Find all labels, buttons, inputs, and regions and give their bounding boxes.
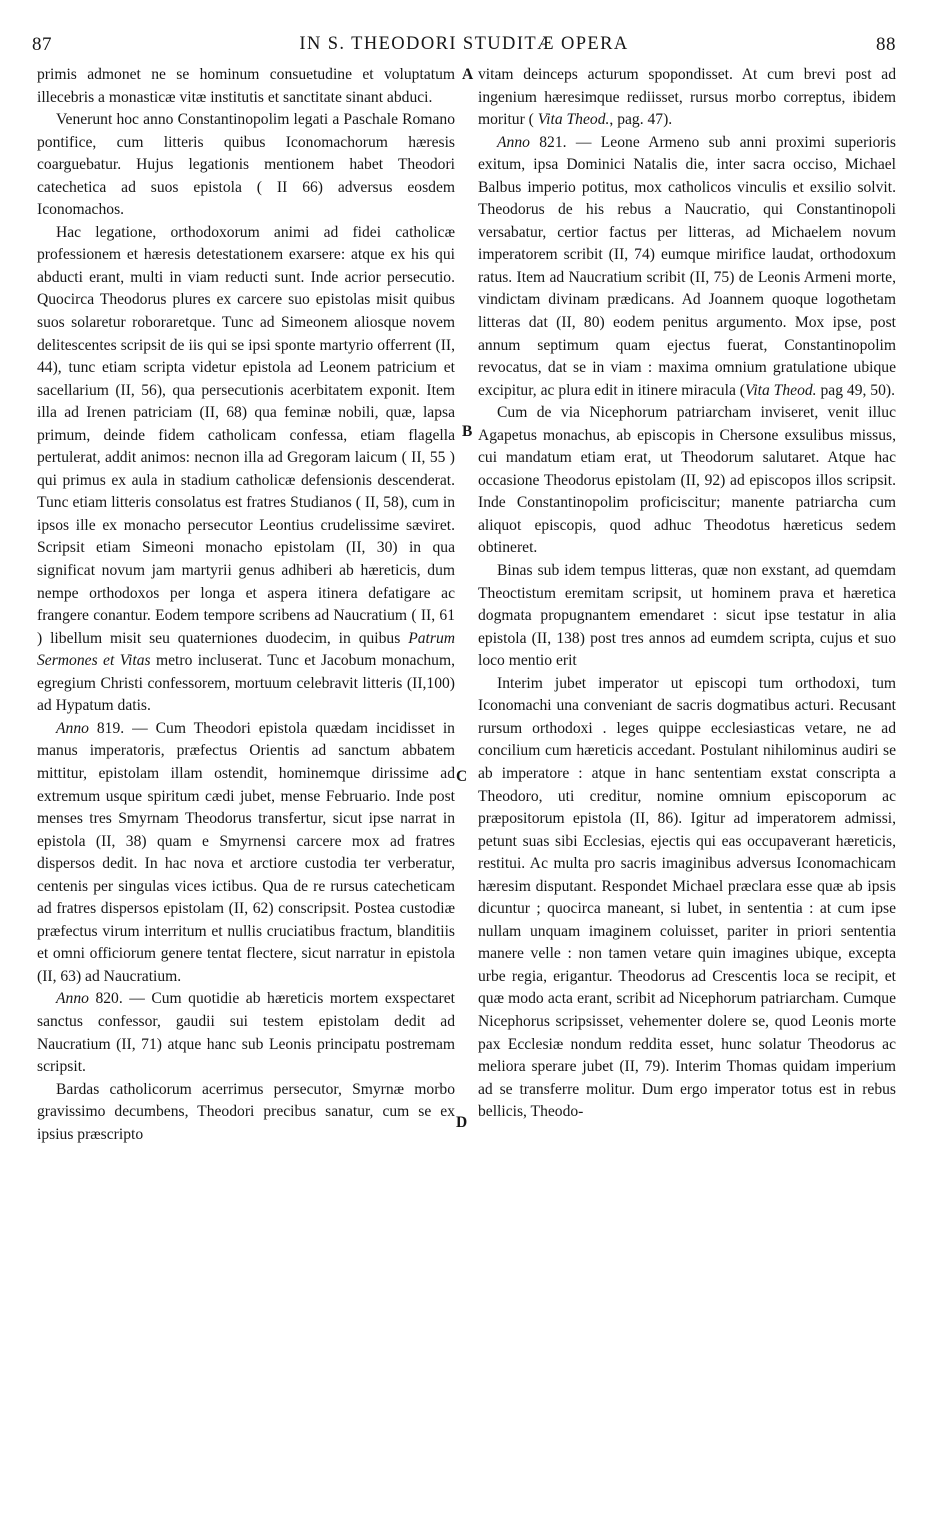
paragraph: Interim jubet imperator ut episcopi tum orthodoxi, tum Iconomachi una conveniant de sacris dogmatibus acturi. Recusant rursum orthodoxi . leges quippe ecclesiasticas vetare, ne ad concilium cum hæreticis accedant. Postulant nihilominus audiri se ab imperatore : atque in hanc sententiam exstat conscripta a Theodoro, uti creditur, nomine omnium episcoporum ac præpositorum epistola (II, 86). Igitur ad imperatorem admissi, petunt suas sibi Ecclesias, ejectis qui eas occupaverant hæreticis, restitui. Ac multa pro sacris imaginibus adversus Iconomachicam hæresim disputant. Respondet Michael præclara esse quæ ab ipsis dicuntur ; quocirca maneant, si lubet, in sententia : at cum ipse nullam unquam imaginem coluisset, pariter in priori sententia manere velle : non tamen vetare quin imagines ubique, excepta urbe regia, erigantur. Theodorus ad Crescentis loca se recipit, et quæ modo acta erant, scribit ad Nicephorum patriarcham. Cumque Nicephorus scripsisset, vehementer dolere se, quod Leonis morte pax Ecclesiæ nondum reddita esset, hunc solatur Theodorus ac meliora sperare jubet (II, 79). Interim Thomas quidam imperium ad se transferre molitur. Dum ergo imperator totus est in rebus bellicis, Theodo- [478, 674, 896, 1121]
page-number-left: 87 [32, 34, 52, 55]
paragraph [37, 222, 455, 718]
running-header [32, 34, 896, 60]
right-column [478, 64, 896, 1124]
italic-citation: Vita Theod. [537, 111, 610, 129]
paragraph-text: 820. — Cum quotidie ab hæreticis mortem exspectaret sanctus confessor, gaudii sui testem epistolam dedit ad Naucratium (II, 71) atque hanc sub Leonis principatu postremam scripsit. [37, 990, 455, 1076]
paragraph: Venerunt hoc anno Constantinopolim legati a Paschale Romano pontifice, cum litteris quibus Iconomachorum hæresis coarguebatur. Hujus legationis mentionem habet Theodori catechetica ad suos epistola ( II 66) adversus eosdem Iconomachos. [37, 111, 455, 219]
page-number-right: 88 [876, 34, 896, 55]
margin-marker-d: D [456, 1114, 468, 1131]
anno-label: Anno [56, 990, 89, 1008]
paragraph: Cum de via Nicephorum patriarcham inviseret, venit illuc Agapetus monachus, ab episcopis in Chersone exsulibus missus, cui mandatum etiam erat, ut Theodorum salutaret. Atque hac occasione Theodorus epistolam (II, 92) ad episcopos illos scripsit. Inde Constantinopolim proficiscitur; manente patriarcha cum aliquot episcopis, quod adhuc Theodotus hæreticus sedem obtineret. [478, 404, 896, 557]
paragraph-text: 821. — Leone Armeno sub anni proximi superioris exitum, ipsa Dominici Natalis die, inter sacra occiso, Michael Balbus imperio potitus, mox catholicos vinculis et exsilio solvit. Theodorus de his rebus a Naucratio, qui Constantinopoli versabatur, certior factus per litteras, ad Michaelem novum imperatorem scribit (II, 74) eumque mirifice laudat, orthodoxum ratus. Item ad Naucratium scribit (II, 75) de Leonis Armeni morte, vindictam divinam prædicans. Ad Joannem quoque logothetam litteras dat (II, 80) eodem penitus argumento. Mox ipse, post annum septimum quam ejectus fuerat, Constantinopolim revocatus, dat se in viam : maxima omnium gratulatione ubique excipitur, ac plura edit in itinere miracula ( [478, 133, 896, 399]
margin-marker-a: A [462, 66, 474, 83]
left-column [37, 64, 455, 1146]
paragraph: Bardas catholicorum acerrimus persecutor, Smyrnæ morbo gravissimo decumbens, Theodori precibus sanatur, cum se ex ipsius præscripto [37, 1080, 455, 1143]
paragraph-text: Hac legatione, orthodoxorum animi ad fidei catholicæ professionem et hæresis detestationem exarsere: atque ex his qui abducti erant, multi in viam reducti sunt. Inde acrior persecutio. Quocirca Theodorus plures ex carcere suo epistolas misit quibus suos solaretur roboraretque. Tunc ad Simeonem aliosque novem delitescentes scripsit de iis qui se ipsi sponte martyrio offerrent (II, 44), tunc etiam scripta videtur epistola ad Leonem patricium et sacellarium (II, 56), qua persecutionis acerbitatem exponit. Item illa ad Irenen patriciam (II, 68) qua feminæ nobili, quæ, lapsa primum, deinde fidem catholicam confessa, etiam flagella pertulerat, addit animos: necnon illa ad Gregoram laicum ( II, 55 ) qui primus ex aula in stadium catholicæ defensionis descenderat. Tunc etiam litteris consolatus est fratres Studianos ( II, 58), cum in ipsos ille ex monacho persecutor Leontius crudelissime sæviret. Scripsit etiam Simeoni monacho epistolam (II, 30) in qua significat novum jam martyrii genus adhiberi ab hæreticis, dum nempe orthodoxos per longa et aspera itinera defatigare ac frangere conantur. Eodem tempore scribens ad Naucratium ( II, 61 ) libellum misit seu quaterniones duodecim, in quibus [37, 223, 455, 647]
paragraph-text: metro incluserat. Tunc et Jacobum monachum, egregium Christi confessorem, mortuum celebravit litteris (II,100) ad Hypatum datis. [37, 652, 455, 715]
running-title: IN S. THEODORI STUDITÆ OPERA [299, 34, 629, 54]
anno-label: Anno [497, 133, 530, 151]
paragraph [478, 132, 896, 403]
anno-label: Anno [56, 719, 89, 737]
margin-marker-b: B [462, 423, 473, 440]
paragraph [37, 988, 455, 1078]
paragraph-text: vitam deinceps acturum spopondisset. At cum brevi post ad ingenium hæresimque rediisset, rursus morbo correptus, ibidem moritur ( [478, 66, 896, 129]
paragraph-text: 819. — Cum Theodori epistola quædam incidisset in manus imperatoris, præfectus Orientis ad sanctum abbatem mittitur, epistolam illam ostendit, hominemque dirissime ad extremum usque spiritum cædi jubet, mense Februario. Inde post menses tres Smyrnam Theodorus transfertur, sicut ipse narrat in epistola (II, 38) quam e Smyrnensi carcere mox ad fratres dispersos dedit. In hac nova et arctiore custodia ter verberatur, centenis per singulas vices ictibus. Qua de re rursus catecheticam ad fratres dispersos epistolam (II, 62) conscripsit. Postea custodiæ præfectus virum interritum et nullis cruciatibus fractum, blanditiis et omni officiorum genere tentat flectere, sicut narratur in epistola (II, 63) ad Naucratium. [37, 719, 455, 985]
paragraph [37, 718, 455, 989]
paragraph [478, 64, 896, 132]
italic-title: Patrum Sermones et Vitas [37, 629, 455, 670]
italic-citation: Vita Theod. [744, 381, 817, 399]
paragraph-text: , pag. 47). [609, 111, 673, 129]
paragraph: Binas sub idem tempus litteras, quæ non exstant, ad quemdam Theoctistum eremitam scripsit, ut hominem prava et hæretica dogmata propugnantem emendaret : sicut ipse testatur in alia epistola (II, 138) post tres annos ad eumdem scripta, cujus et suo loco mentio erit [478, 562, 896, 670]
margin-marker-c: C [456, 768, 468, 785]
paragraph: primis admonet ne se hominum consuetudine et voluptatum illecebris a monasticæ vitæ institutis et sanctitate sinant abduci. [37, 66, 455, 106]
paragraph-text: pag 49, 50). [820, 381, 895, 399]
